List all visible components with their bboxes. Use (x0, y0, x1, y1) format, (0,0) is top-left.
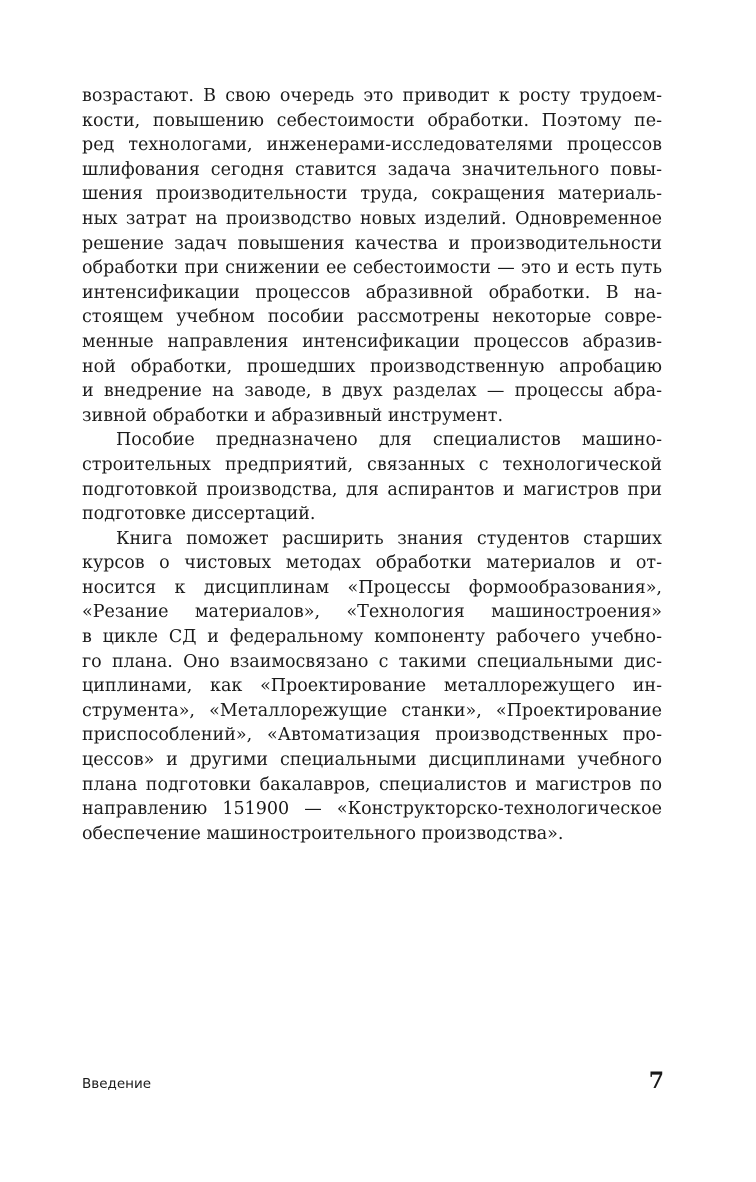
text-line: подготовке диссертаций. (82, 504, 316, 525)
text-line: обеспечение машиностроительного производства». (82, 823, 564, 844)
text-line: носится к дисциплинам «Процессы формообразования», (82, 577, 662, 598)
text-line: интенсификации процессов абразивной обработки. В на- (82, 282, 662, 303)
running-footer-section-title: Введение (82, 1076, 152, 1092)
text-line: шения производительности труда, сокращения материаль- (82, 184, 662, 205)
text-line: строительных предприятий, связанных с технологической (82, 454, 662, 475)
text-line: в цикле СД и федеральному компоненту рабочего учебно- (82, 627, 662, 648)
text-line: го плана. Оно взаимосвязано с такими специальными дис- (82, 651, 662, 672)
text-line: ных затрат на производство новых изделий. Одновременное (82, 208, 662, 229)
text-line: курсов о чистовых методах обработки материалов и от- (82, 553, 662, 574)
text-line: возрастают. В свою очередь это приводит к росту трудоем- (82, 86, 662, 106)
text-line: направлению 151900 — «Конструкторско-технологическое (82, 799, 662, 820)
paragraph-2 (82, 428, 662, 526)
paragraph-3 (82, 527, 662, 847)
text-line: ной обработки, прошедших производственную апробацию (82, 356, 662, 377)
text-line: Пособие предназначено для специалистов машино- (116, 430, 662, 451)
text-line: струмента», «Металлорежущие станки», «Проектирование (82, 700, 662, 721)
page-number: 7 (648, 1068, 664, 1094)
text-line: менные направления интенсификации процессов абразив- (82, 331, 662, 352)
text-line: цессов» и другими специальными дисциплинами учебного (82, 750, 662, 771)
text-line: ред технологами, инженерами-исследователями процессов (82, 135, 662, 156)
text-line: кости, повышению себестоимости обработки. Поэтому пе- (82, 110, 662, 131)
text-line: зивной обработки и абразивный инструмент. (82, 405, 504, 426)
text-line: «Резание материалов», «Технология машиностроения» (82, 602, 662, 623)
text-line: плана подготовки бакалавров, специалистов и магистров по (82, 774, 662, 795)
body-text (82, 84, 662, 846)
text-line: циплинами, как «Проектирование металлорежущего ин- (82, 676, 662, 697)
text-line: Книга поможет расширить знания студентов старших (116, 528, 662, 549)
text-line: стоящем учебном пособии рассмотрены некоторые совре- (82, 307, 662, 328)
text-line: обработки при снижении ее себестоимости — это и есть путь (82, 258, 662, 279)
text-line: и внедрение на заводе, в двух разделах — процессы абра- (82, 381, 662, 402)
text-line: шлифования сегодня ставится задача значительного повы- (82, 159, 662, 180)
text-line: подготовкой производства, для аспирантов и магистров при (82, 479, 662, 500)
text-line: решение задач повышения качества и производительности (82, 233, 662, 254)
text-line: приспособлений», «Автоматизация производственных про- (82, 725, 662, 746)
paragraph-1 (82, 84, 662, 428)
